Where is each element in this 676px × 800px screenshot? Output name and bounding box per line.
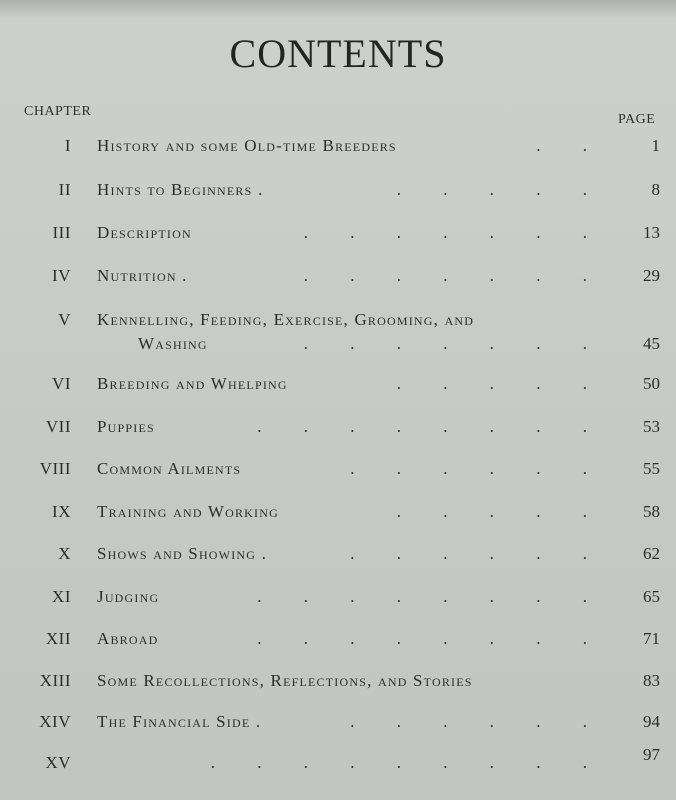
page-number: 58 <box>643 502 660 521</box>
chapter-title: Kennelling, Feeding, Exercise, Grooming, and <box>97 310 475 329</box>
dot-leader: . . . . . . . <box>303 266 606 285</box>
page-column-header: PAGE <box>618 112 656 127</box>
page-number: 71 <box>643 629 660 648</box>
chapter-title: Shows and Showing . <box>97 544 268 563</box>
dot-leader: . . . . . <box>396 502 606 521</box>
dot-leader: . . <box>536 136 606 155</box>
page-number: 8 <box>651 180 660 199</box>
chapter-number: I <box>64 136 71 155</box>
chapter-title: Description <box>97 223 192 242</box>
chapter-number: X <box>58 544 71 563</box>
page-title: CONTENTS <box>229 31 447 76</box>
chapter-number: IX <box>52 502 71 521</box>
chapter-title: Breeding and Whelping <box>97 374 288 393</box>
page-top-shadow <box>0 0 676 18</box>
chapter-title: History and some Old-time Breeders <box>97 136 397 155</box>
page-number: 65 <box>643 587 660 606</box>
page-number: 45 <box>643 334 660 353</box>
page-number: 13 <box>643 223 660 242</box>
chapter-title: Puppies <box>97 417 155 436</box>
page-number: 29 <box>643 266 660 285</box>
page-number: 94 <box>643 712 660 731</box>
page-number: 83 <box>643 671 660 690</box>
dot-leader: . . . . . . . . <box>257 587 606 606</box>
chapter-number: XII <box>45 629 71 648</box>
dot-leader: . . . . . <box>396 180 606 199</box>
dot-leader: . . . . . . . . . <box>210 753 606 772</box>
chapter-column-header: CHAPTER <box>24 104 92 119</box>
chapter-title: The Financial Side . <box>97 712 262 731</box>
dot-leader: . . . . . . . <box>303 223 606 242</box>
chapter-number: II <box>58 180 71 199</box>
chapter-title: Training and Working <box>97 502 279 521</box>
chapter-title: Nutrition . <box>97 266 188 285</box>
dot-leader: . . . . . . . <box>303 334 606 353</box>
dot-leader: . . . . . . . . <box>257 629 606 648</box>
page-number: 50 <box>643 374 660 393</box>
chapter-number: XIV <box>39 712 71 731</box>
dot-leader: . . . . . . . . <box>257 417 606 436</box>
dot-leader: . . . . . . <box>350 544 606 563</box>
chapter-number: VI <box>52 374 71 393</box>
chapter-title: Abroad <box>97 629 159 648</box>
dot-leader: . . . . . . <box>350 459 606 478</box>
dot-leader: . . . . . . <box>350 712 606 731</box>
chapter-title: Some Recollections, Reflections, and Stories <box>97 671 473 690</box>
chapter-title: Common Ailments <box>97 459 242 478</box>
dot-leader: . . . . . <box>396 374 606 393</box>
chapter-title-continued: Washing <box>138 334 208 353</box>
chapter-number: VII <box>45 417 71 436</box>
page-number: 97 <box>643 745 660 764</box>
chapter-number: III <box>52 223 71 242</box>
chapter-number: V <box>58 310 71 329</box>
chapter-number: XV <box>45 753 71 772</box>
page-number: 62 <box>643 544 660 563</box>
page-number: 55 <box>643 459 660 478</box>
chapter-number: XI <box>52 587 71 606</box>
chapter-number: XIII <box>39 671 71 690</box>
chapter-title: Judging <box>97 587 160 606</box>
page-number: 53 <box>643 417 660 436</box>
page-number: 1 <box>651 136 660 155</box>
chapter-number: VIII <box>39 459 71 478</box>
chapter-number: IV <box>52 266 71 285</box>
chapter-title: Hints to Beginners . <box>97 180 264 199</box>
